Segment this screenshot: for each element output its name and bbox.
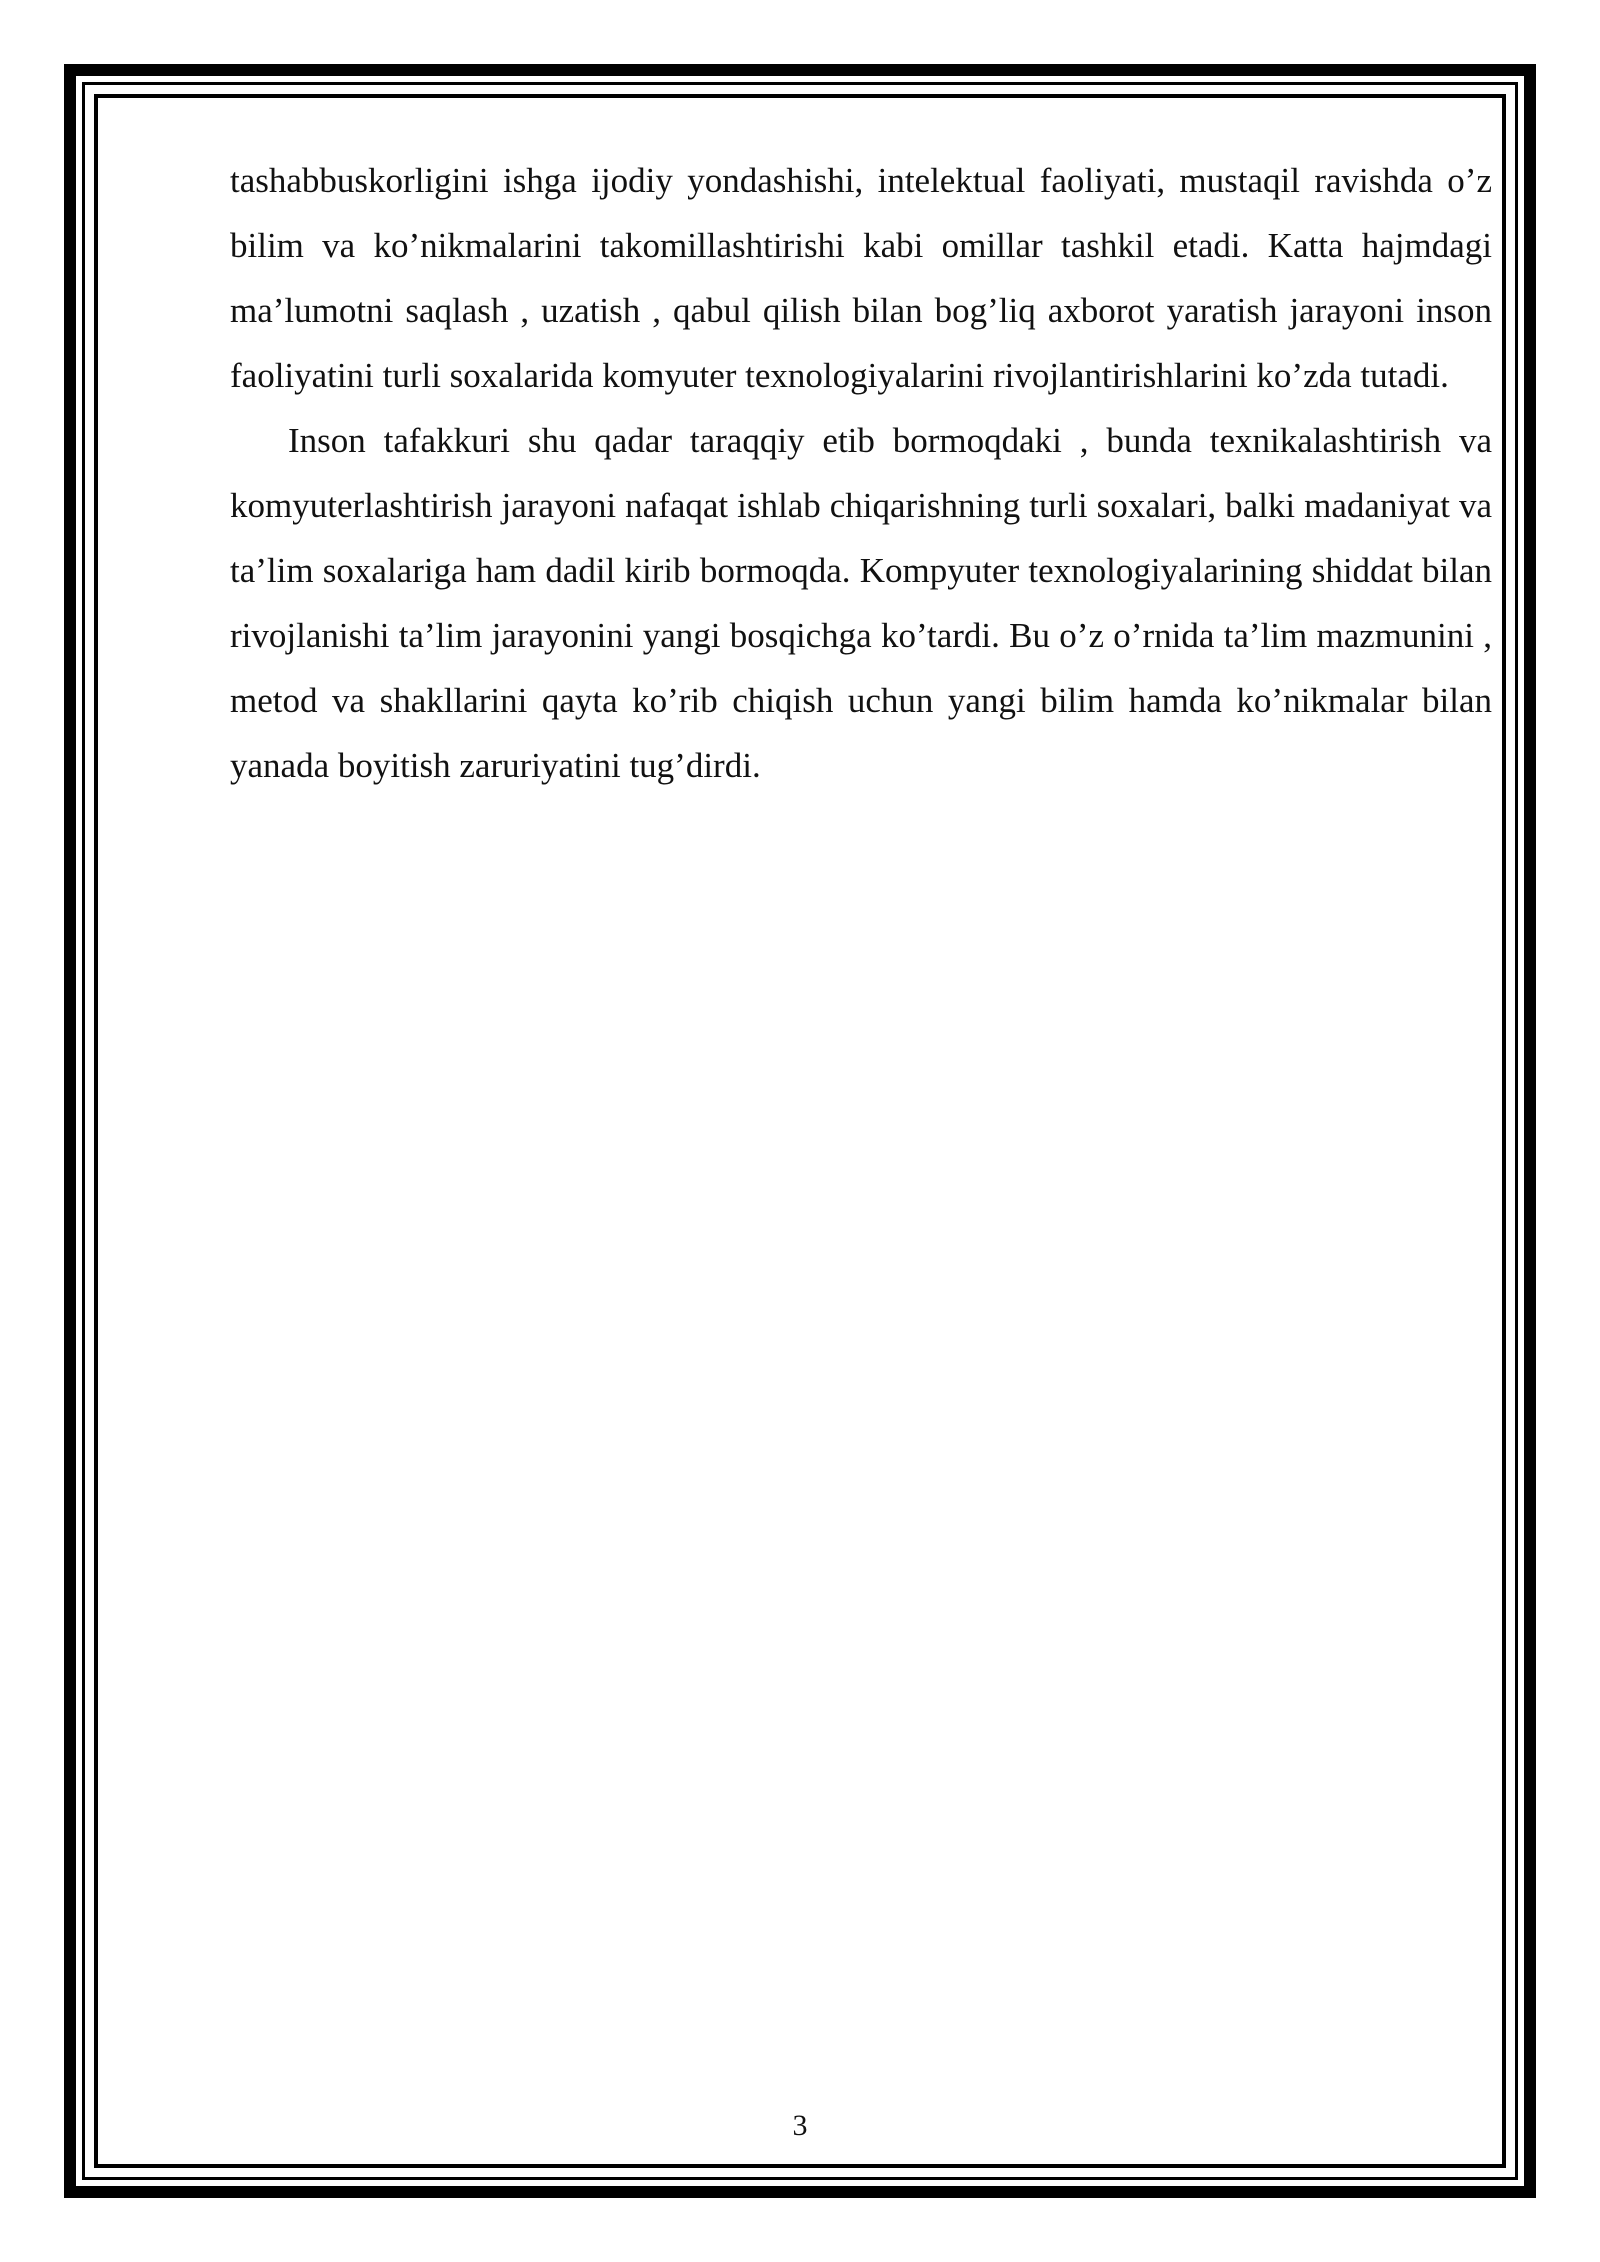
paragraph-continuation: tashabbuskorligini ishga ijodiy yondashishi, intelektual faoliyati, mustaqil ravishda o’z bilim va ko’nikmalarini takomillashtirishi kabi omillar tashkil etadi. Katta hajmdagi ma’lumotni saqlash , uzatish , qabul qilish bilan bog’liq axborot yaratish jarayoni inson faoliyatini turli soxalarida komyuter texnologiyalarini rivojlantirishlarini ko’zda tutadi. xyxy=(230,161,1492,395)
document-body xyxy=(230,148,1492,798)
paragraph: Inson tafakkuri shu qadar taraqqiy etib bormoqdaki , bunda texnikalashtirish va komyuterlashtirish jarayoni nafaqat ishlab chiqarishning turli soxalari, balki madaniyat va ta’lim soxalariga ham dadil kirib bormoqda. Kompyuter texnologiyalarining shiddat bilan rivojlanishi ta’lim jarayonini yangi bosqichga ko’tardi. Bu o’z o’rnida ta’lim mazmunini , metod va shakllarini qayta ko’rib chiqish uchun yangi bilim hamda ko’nikmalar bilan yanada boyitish zaruriyatini tug’dirdi. xyxy=(230,421,1492,785)
page-number: 3 xyxy=(792,2109,808,2142)
